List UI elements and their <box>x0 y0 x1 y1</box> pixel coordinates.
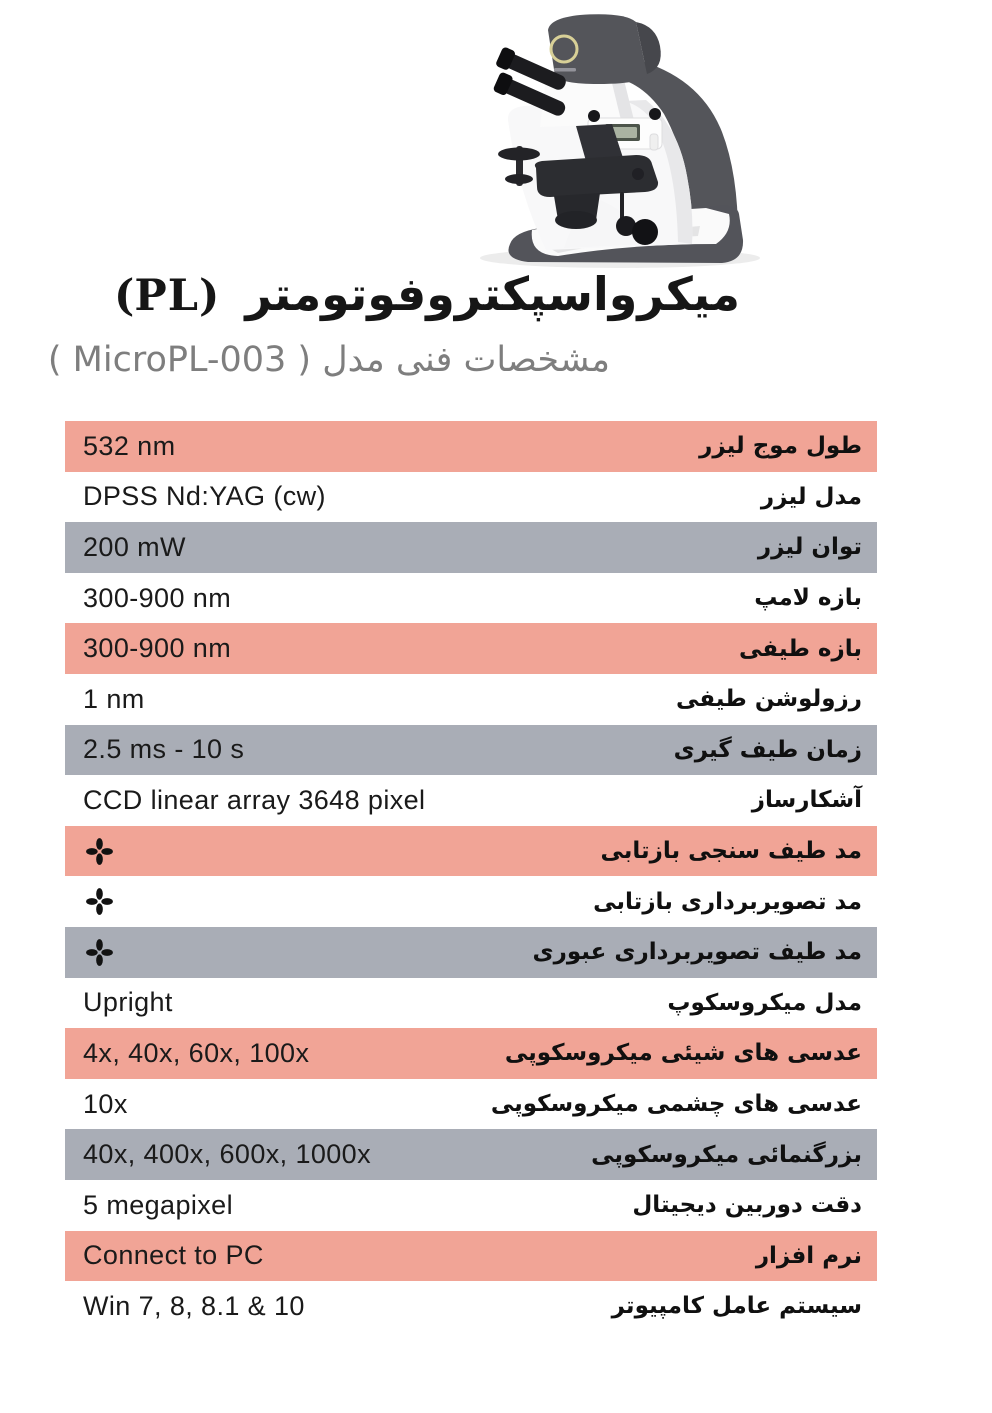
spec-label: مد طیف سنجی بازتابی <box>600 838 862 865</box>
spec-row <box>65 472 877 523</box>
spec-value: 10x <box>83 1088 128 1119</box>
spec-label: مد طیف تصویربرداری عبوری <box>532 939 862 966</box>
spec-value: 200 mW <box>83 531 186 562</box>
four-petal-icon <box>65 837 114 866</box>
spec-label: بزرگنمائی میکروسکوپی <box>591 1141 862 1168</box>
spec-row <box>65 573 877 624</box>
spec-value: 1 nm <box>83 683 145 714</box>
four-petal-icon <box>65 938 114 967</box>
spec-label: زمان طیف گیری <box>673 736 862 763</box>
spec-row <box>65 1180 877 1231</box>
spec-label: بازه طیفی <box>739 635 862 662</box>
spec-row <box>65 522 877 573</box>
spec-label: مدل میکروسکوپ <box>667 989 862 1016</box>
four-petal-icon <box>65 887 114 916</box>
spec-value: Win 7, 8, 8.1 & 10 <box>83 1290 305 1321</box>
spec-label: عدسی های چشمی میکروسکوپی <box>490 1091 862 1118</box>
spec-row <box>65 1079 877 1130</box>
spec-value: 532 nm <box>83 430 176 461</box>
spec-value <box>65 887 114 916</box>
page-title-model-code: (PL) <box>114 271 220 321</box>
spec-value <box>65 938 114 967</box>
spec-value: Connect to PC <box>83 1240 264 1271</box>
spec-value: 40x, 400x, 600x, 1000x <box>83 1139 372 1170</box>
microscope-product-image <box>448 8 780 272</box>
page-title-persian: میکرواسپکتروفوتومتر <box>245 267 740 321</box>
spec-row <box>65 674 877 725</box>
spec-row <box>65 978 877 1029</box>
spec-row <box>65 1028 877 1079</box>
spec-row <box>65 1281 877 1332</box>
spec-label: نرم افزار <box>755 1242 862 1269</box>
spec-label: عدسی های شیئی میکروسکوپی <box>504 1040 862 1067</box>
spec-row <box>65 876 877 927</box>
spec-value: 300-900 nm <box>83 582 232 613</box>
spec-label: بازه لامپ <box>754 585 862 612</box>
spec-label: مد تصویربرداری بازتابی <box>593 888 862 915</box>
page-title <box>114 266 740 324</box>
spec-row <box>65 1231 877 1282</box>
spec-value: 4x, 40x, 60x, 100x <box>83 1037 310 1068</box>
spec-value: DPSS Nd:YAG (cw) <box>83 481 326 512</box>
microscope-illustration <box>448 8 780 272</box>
spec-row <box>65 421 877 472</box>
spec-label: رزولوشن طیفی <box>675 686 862 713</box>
spec-value <box>65 837 114 866</box>
spec-value: 2.5 ms - 10 s <box>83 734 245 765</box>
spec-row <box>65 725 877 776</box>
spec-row <box>65 927 877 978</box>
spec-value: 5 megapixel <box>83 1189 233 1220</box>
spec-row <box>65 1129 877 1180</box>
spec-row <box>65 623 877 674</box>
spec-value: CCD linear array 3648 pixel <box>83 784 426 815</box>
spec-label: دقت دوربین دیجیتال <box>632 1192 862 1219</box>
spec-value: Upright <box>83 987 173 1018</box>
spec-label: مدل لیزر <box>760 483 862 510</box>
spec-label: طول موج لیزر <box>699 433 862 460</box>
spec-label: سیستم عامل کامپیوتر <box>611 1293 862 1320</box>
spec-label: آشکارساز <box>751 787 862 814</box>
spec-value: 300-900 nm <box>83 633 232 664</box>
page-subtitle: مشخصات فنی مدل ( MicroPL-003 ) <box>47 340 610 380</box>
spec-label: توان لیزر <box>757 534 862 561</box>
spec-row <box>65 775 877 826</box>
spec-table <box>65 421 877 1332</box>
spec-row <box>65 826 877 877</box>
